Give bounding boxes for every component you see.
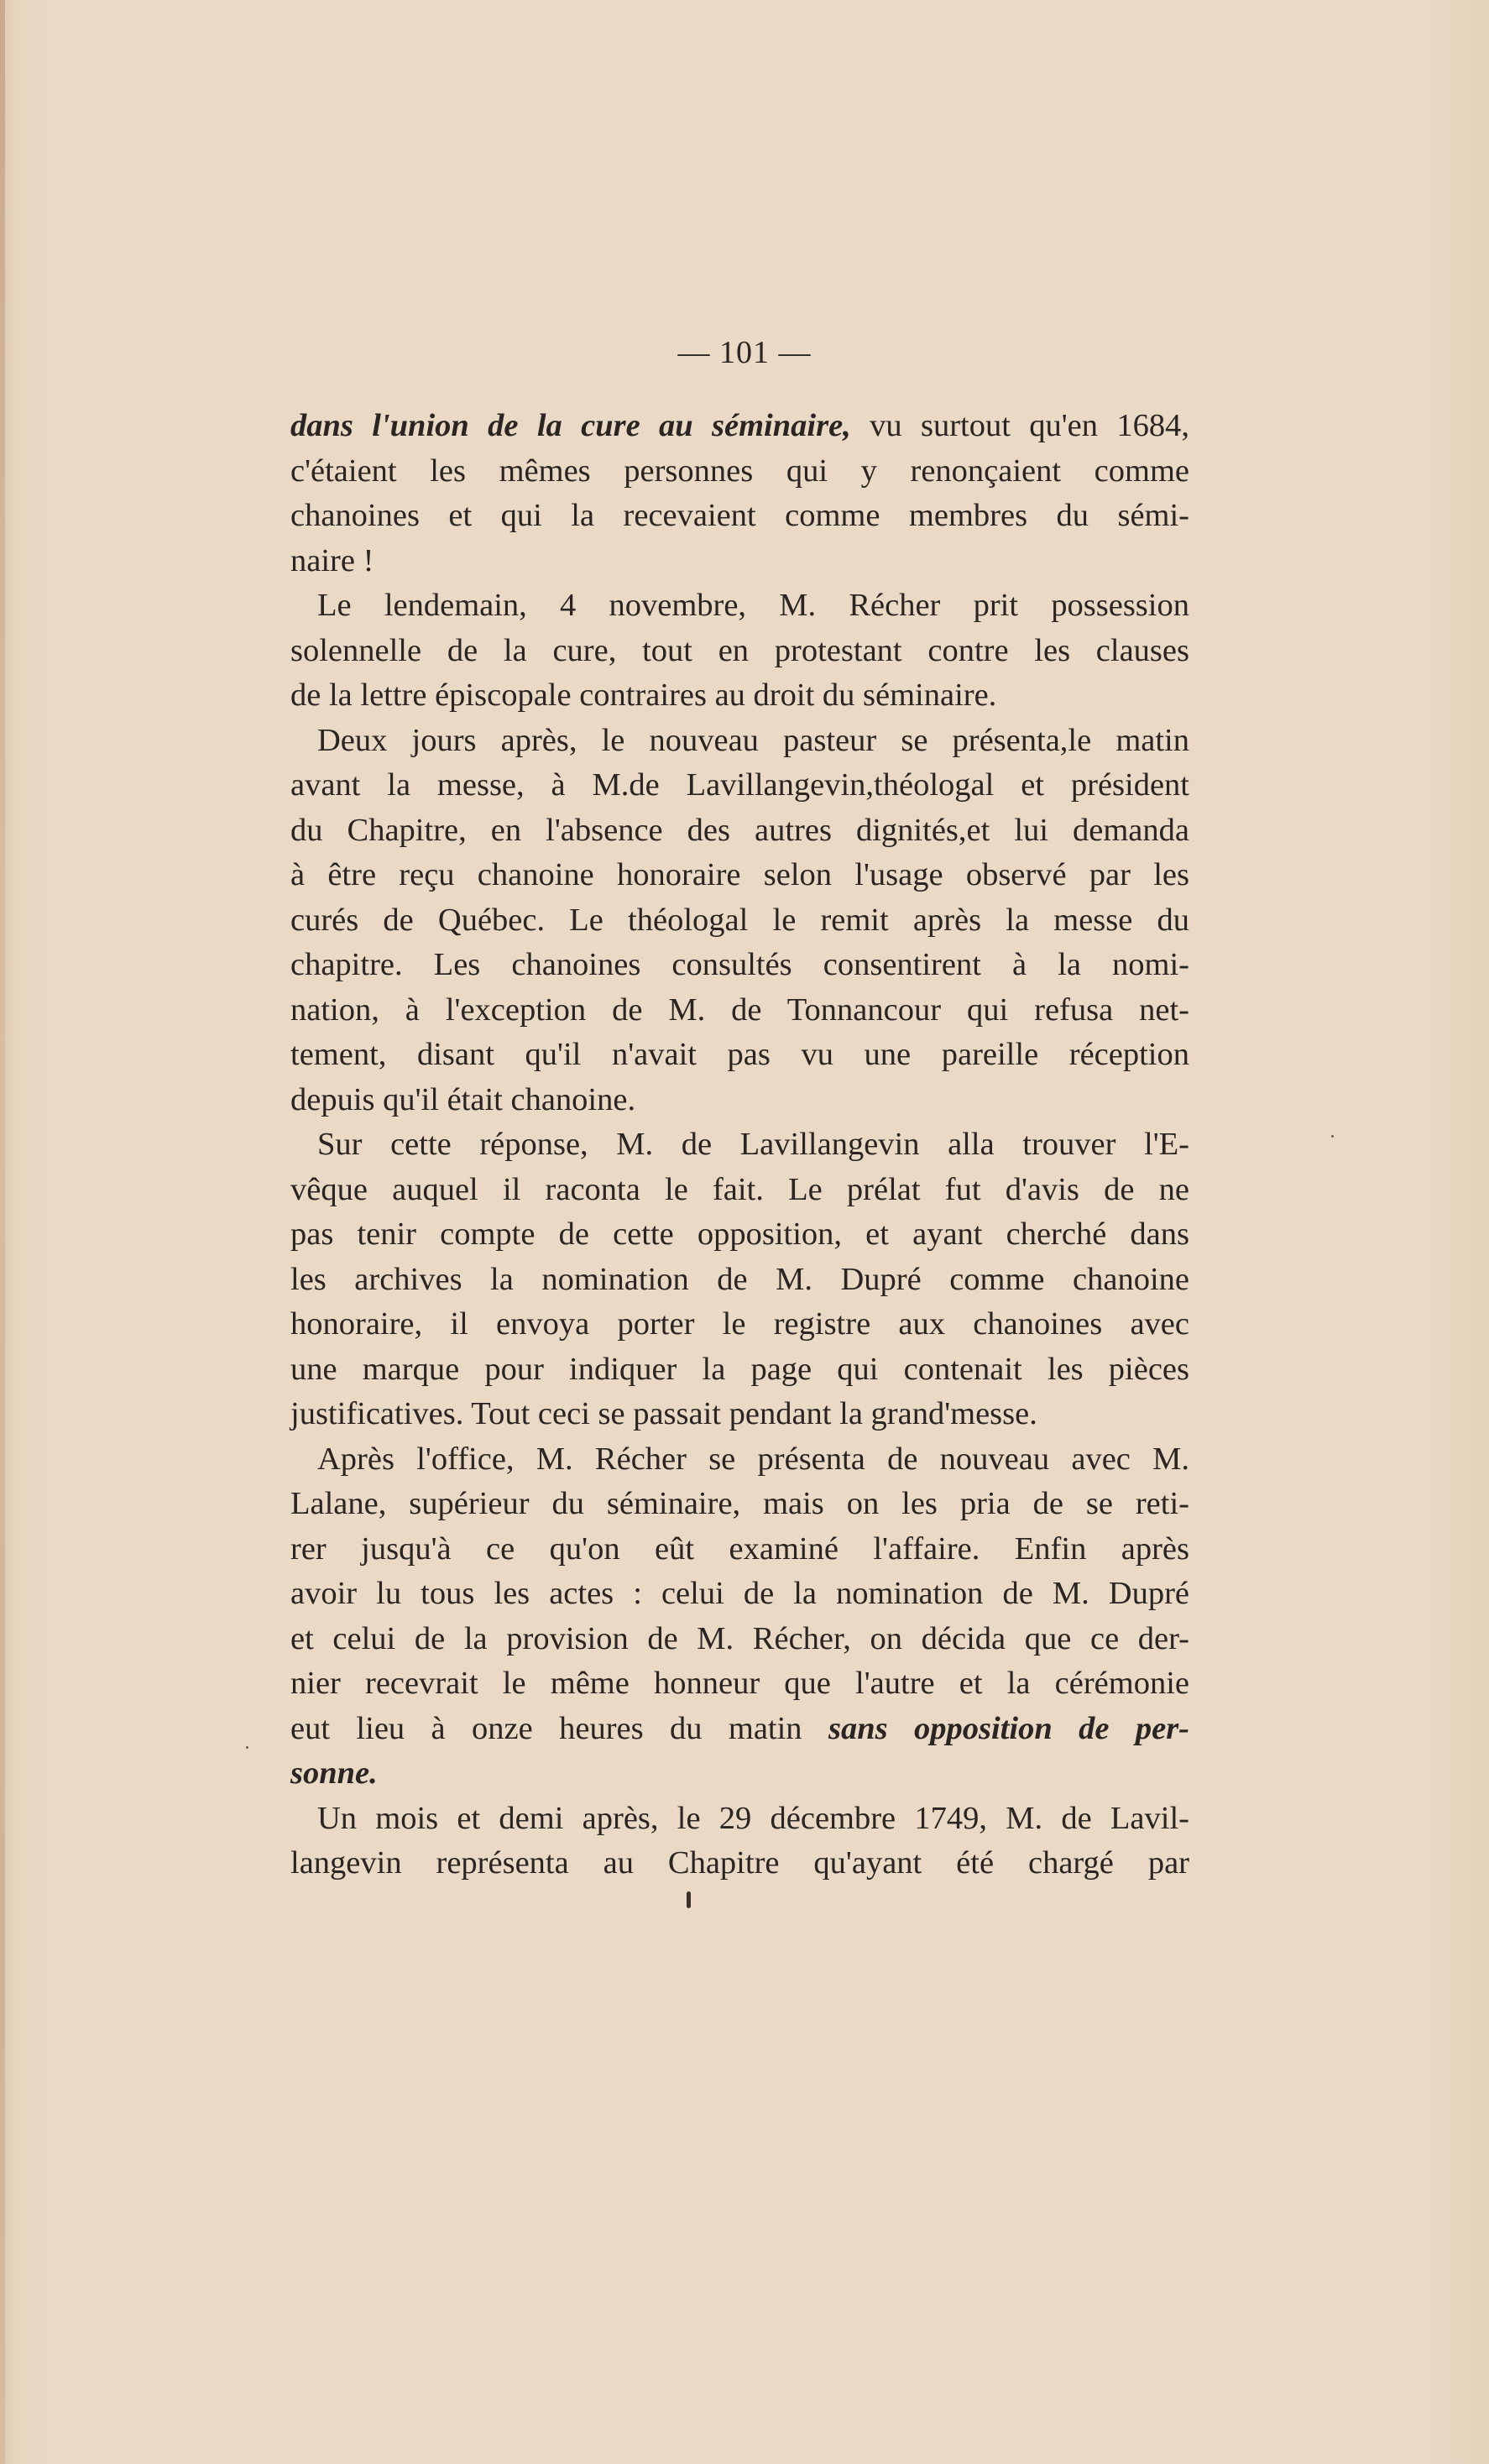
paragraph [290,1437,1189,1797]
text-line: tement, disant qu'il n'avait pas vu une pareille réception [290,1037,1189,1072]
ink-speck [687,1891,691,1908]
ink-speck [246,1746,248,1749]
text-line: c'étaient les mêmes personnes qui y renonçaient comme [290,453,1189,489]
text-line: depuis qu'il était chanoine. [290,1081,636,1117]
text-line: nier recevrait le même honneur que l'autre et la cérémonie [290,1666,1189,1701]
paragraph [290,1122,1189,1437]
paragraph [290,719,1189,1123]
text-line: pas tenir compte de cette opposition, et ayant cherché dans [290,1216,1189,1252]
text-line: une marque pour indiquer la page qui contenait les pièces [290,1351,1189,1387]
text-line: avoir lu tous les actes : celui de la nomination de M. Dupré [290,1576,1189,1611]
body-text [290,404,1189,1886]
text-line [290,1707,1189,1752]
text-line: langevin représenta au Chapitre qu'ayant été chargé par [290,1845,1189,1881]
text-line: solennelle de la cure, tout en protestant contre les clauses [290,632,1189,668]
italic-phrase: sans opposition de per- [828,1710,1189,1746]
text-line: à être reçu chanoine honoraire selon l'usage observé par les [290,857,1189,892]
page-number: — 101 — [677,335,812,370]
text-line: Le lendemain, 4 novembre, M. Récher prit possession [317,588,1189,623]
text-line: nation, à l'exception de M. de Tonnancour qui refusa net- [290,991,1189,1028]
line-text: vu surtout qu'en 1684, [850,408,1189,443]
italic-phrase: dans l'union de la cure au séminaire, [290,408,851,443]
text-line: chanoines et qui la recevaient comme membres du sémi- [290,498,1189,533]
text-line: Un mois et demi après, le 29 décembre 1749, M. de Lavil- [317,1800,1189,1836]
text-line: chapitre. Les chanoines consultés consentirent à la nomi- [290,947,1189,982]
text-line: les archives la nomination de M. Dupré comme chanoine [290,1261,1189,1297]
text-line: avant la messe, à M.de Lavillangevin,théologal et président [290,767,1189,803]
text-line: curés de Québec. Le théologal le remit après la messe du [290,902,1189,938]
text-line: naire ! [290,542,374,578]
line-text: eut lieu à onze heures du matin [290,1710,828,1746]
text-line: justificatives. Tout ceci se passait pendant la grand'messe. [290,1396,1037,1431]
text-line: rer jusqu'à ce qu'on eût examiné l'affaire. Enfin après [290,1530,1189,1567]
paragraph [290,583,1189,719]
text-line: et celui de la provision de M. Récher, on décida que ce der- [290,1620,1189,1656]
text-line: de la lettre épiscopale contraires au droit du séminaire. [290,677,997,713]
text-line: vêque auquel il raconta le fait. Le prélat fut d'avis de ne [290,1171,1189,1207]
text-line [290,404,1189,449]
ink-speck [1331,1135,1334,1138]
text-line: Deux jours après, le nouveau pasteur se présenta,le matin [317,722,1189,758]
italic-phrase: sonne. [290,1755,378,1791]
text-line: Sur cette réponse, M. de Lavillangevin alla trouver l'E- [317,1127,1189,1162]
text-line [290,1751,1189,1797]
paragraph [290,1797,1189,1886]
text-line: honoraire, il envoya porter le registre aux chanoines avec [290,1306,1189,1342]
text-line: Après l'office, M. Récher se présenta de nouveau avec M. [317,1441,1189,1477]
text-line: du Chapitre, en l'absence des autres dignités,et lui demanda [290,812,1189,848]
text-line: Lalane, supérieur du séminaire, mais on les pria de se reti- [290,1486,1189,1521]
paragraph [290,404,1189,583]
